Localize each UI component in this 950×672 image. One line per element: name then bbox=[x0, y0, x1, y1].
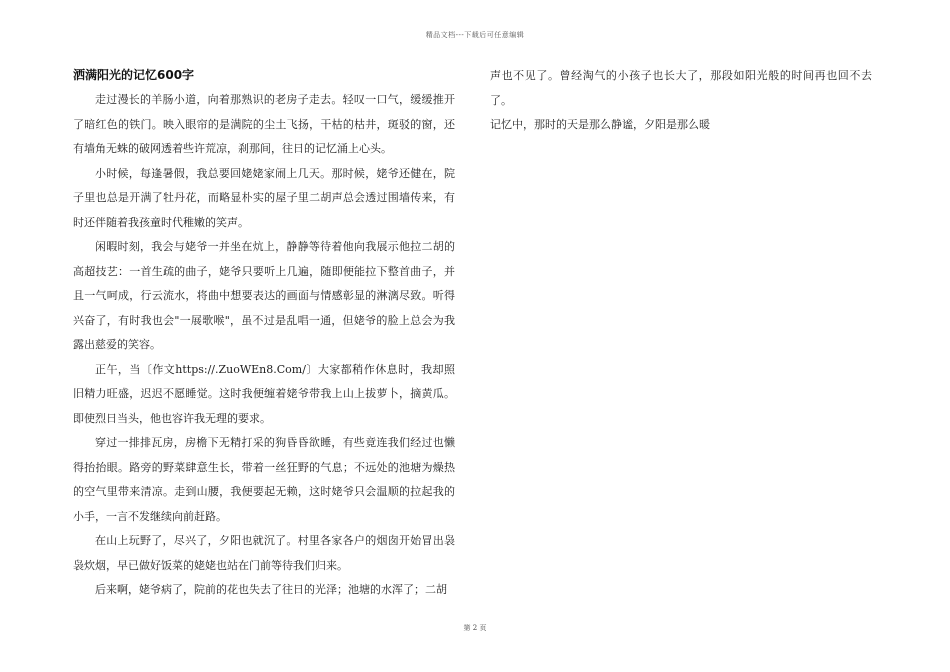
left-column bbox=[73, 64, 455, 603]
paragraph-1: 走过漫长的羊肠小道，向着那熟识的老房子走去。轻叹一口气，缓缓推开了暗红色的铁门。映入眼帘的是满院的尘土飞扬，干枯的枯井，斑驳的窗，还有墙角无蛛的破网透着些许荒凉，刹那间，往日的记忆涌上心头。 bbox=[73, 93, 455, 155]
paragraph-7: 后来啊，姥爷病了，院前的花也失去了往日的光泽；池塘的水浑了；二胡 bbox=[95, 583, 447, 596]
paragraph-8: 记忆中，那时的天是那么静谧，夕阳是那么暖 bbox=[490, 118, 710, 131]
paragraph-5: 穿过一排排瓦房，房檐下无精打采的狗昏昏欲睡，有些竟连我们经过也懒得抬抬眼。路旁的野菜肆意生长，带着一丝狂野的气息；不远处的池塘为燥热的空气里带来清凉。走到山腰，我便要起无赖，这时姥爷只会温顺的拉起我的小手，一言不发继续向前赶路。 bbox=[73, 436, 455, 523]
paragraph-4: 正午，当〔作文https://.ZuoWEn8.Com/〕大家都稍作休息时，我却照旧精力旺盛，迟迟不愿睡觉。这时我便缠着姥爷带我上山上拔萝卜，摘黄瓜。即使烈日当头，他也容许我无理的要求。 bbox=[73, 362, 455, 425]
paragraph-2: 小时候，每逢暑假，我总要回姥姥家闹上几天。那时候，姥爷还健在，院子里也总是开满了牡丹花，而略显朴实的屋子里二胡声总会透过围墙传来，有时还伴随着我孩童时代稚嫩的笑声。 bbox=[73, 166, 455, 229]
page-number: 第 2 页 bbox=[463, 624, 487, 632]
page-header: 精品文档---下载后可任意编辑 bbox=[425, 31, 525, 39]
article-title: 洒满阳光的记忆600字 bbox=[73, 68, 195, 82]
paragraph-7-continued: 声也不见了。曾经淘气的小孩子也长大了，那段如阳光般的时间再也回不去了。 bbox=[490, 69, 872, 107]
right-column bbox=[490, 64, 872, 138]
paragraph-6: 在山上玩野了，尽兴了，夕阳也就沉了。村里各家各户的烟囱开始冒出袅袅炊烟，早已做好饭菜的姥姥也站在门前等待我们归来。 bbox=[73, 534, 455, 572]
paragraph-3: 闲暇时刻，我会与姥爷一并坐在炕上，静静等待着他向我展示他拉二胡的高超技艺：一首生疏的曲子，姥爷只要听上几遍，随即便能拉下整首曲子，并且一气呵成，行云流水，将曲中想要表达的画面与情感彰显的淋漓尽致。听得兴奋了，有时我也会"一展歌喉"，虽不过是乱唱一通，但姥爷的脸上总会为我露出慈爱的笑容。 bbox=[73, 240, 455, 351]
